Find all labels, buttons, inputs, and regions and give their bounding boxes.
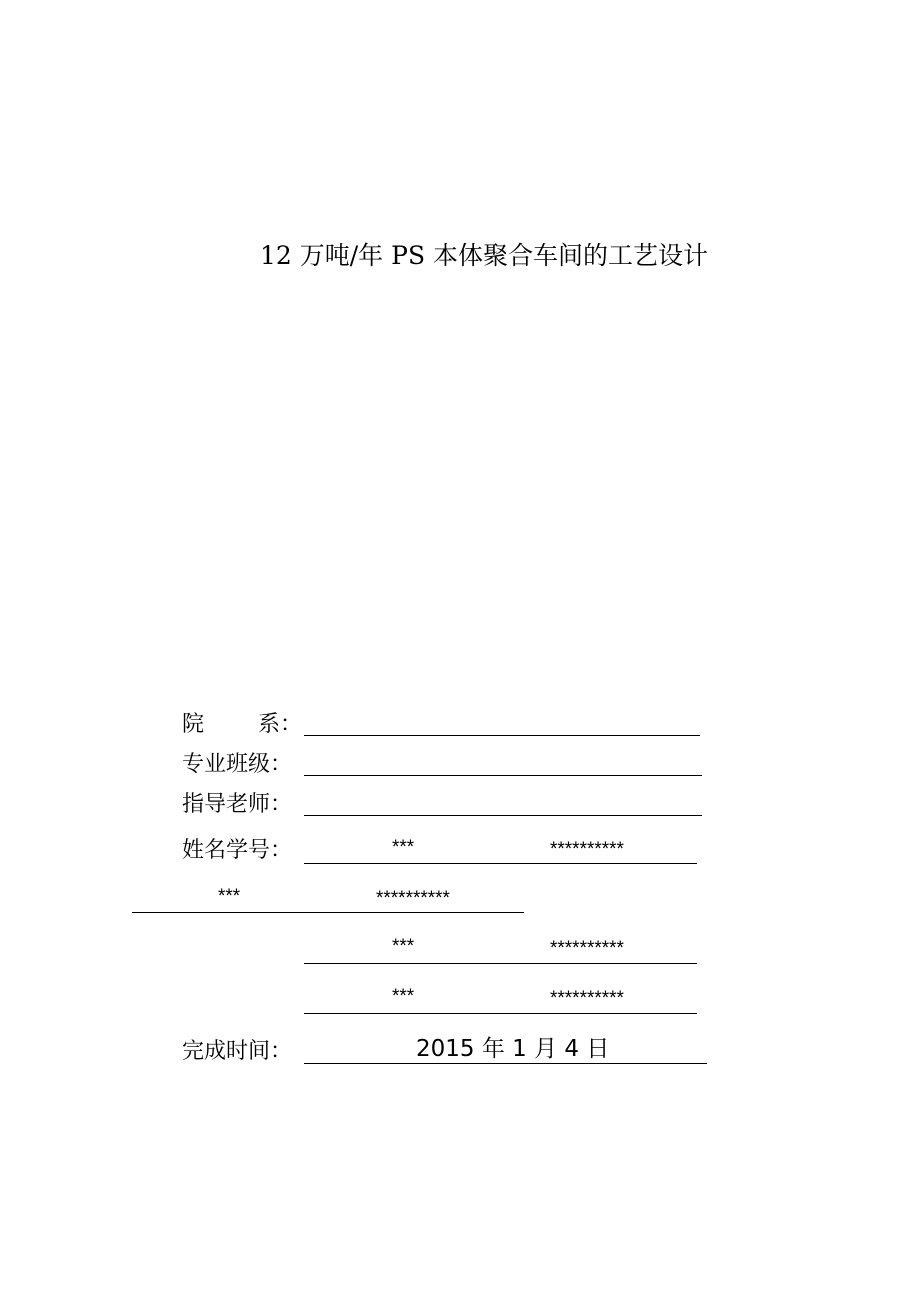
student-row-underline [304, 1013, 697, 1014]
student-id: ********** [550, 938, 624, 959]
student-name: *** [392, 986, 415, 1007]
advisor-label: 指导老师： [182, 792, 293, 817]
student-id: ********** [376, 888, 450, 909]
student-id: ********** [550, 839, 624, 860]
department-label-rest: 系： [258, 712, 303, 737]
student-name: *** [218, 886, 241, 907]
class-underline [304, 775, 702, 776]
class-label: 专业班级： [182, 752, 293, 777]
student-row-underline [304, 963, 697, 964]
student-row-underline [132, 912, 524, 913]
students-label: 姓名学号： [182, 838, 293, 863]
department-label-first-char: 院 [182, 712, 205, 737]
student-row-underline [304, 863, 697, 864]
student-name: *** [392, 936, 415, 957]
advisor-underline [304, 815, 702, 816]
completion-label: 完成时间： [182, 1039, 293, 1064]
student-name: *** [392, 837, 415, 858]
department-underline [304, 735, 700, 736]
completion-underline [304, 1063, 707, 1064]
student-id: ********** [550, 988, 624, 1009]
completion-date: 2015 年 1 月 4 日 [416, 1036, 610, 1062]
document-title: 12 万吨/年 PS 本体聚合车间的工艺设计 [260, 241, 709, 270]
